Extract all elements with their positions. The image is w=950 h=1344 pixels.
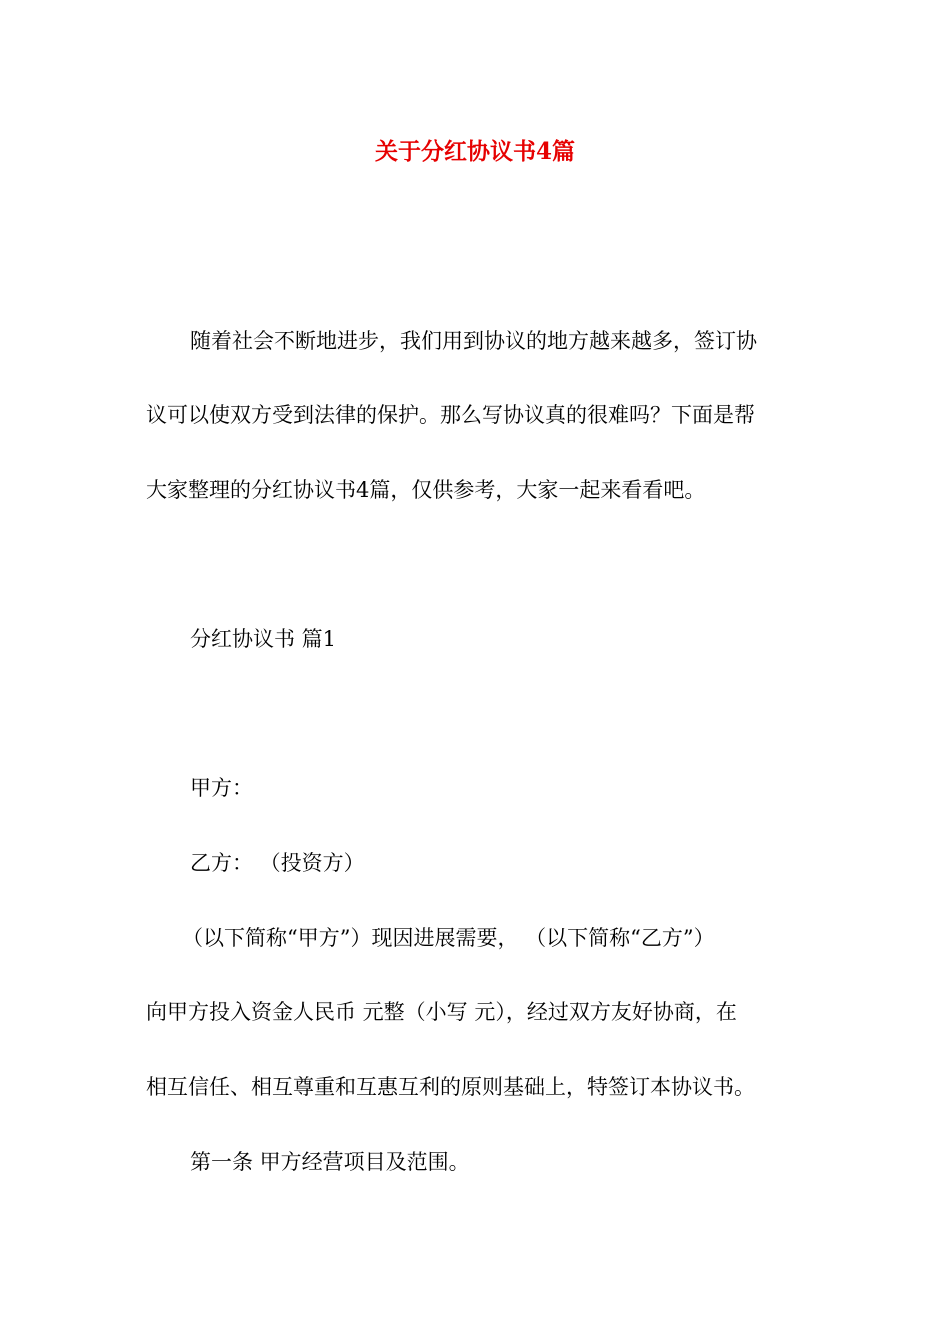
body-line-1: （以下简称“甲方”）现因进展需要， （以下简称“乙方”） [182, 926, 715, 950]
intro-line-3: 大家整理的分红协议书4篇，仅供参考，大家一起来看看吧。 [146, 478, 706, 502]
party-b-label: 乙方： （投资方） [190, 851, 365, 875]
section-heading: 分红协议书 篇1 [190, 627, 337, 651]
document-title: 关于分红协议书4篇 [374, 138, 575, 165]
body-line-2: 向甲方投入资金人民币 元整（小写 元），经过双方友好协商，在 [146, 1000, 737, 1024]
body-line-3: 相互信任、相互尊重和互惠互利的原则基础上，特签订本协议书。 [146, 1075, 755, 1099]
intro-line-1: 随着社会不断地进步，我们用到协议的地方越来越多，签订协 [190, 329, 757, 353]
party-a-label: 甲方： [190, 776, 253, 800]
article-1-heading: 第一条 甲方经营项目及范围。 [190, 1150, 470, 1174]
intro-line-2: 议可以使双方受到法律的保护。那么写协议真的很难吗？下面是帮 [146, 403, 755, 427]
